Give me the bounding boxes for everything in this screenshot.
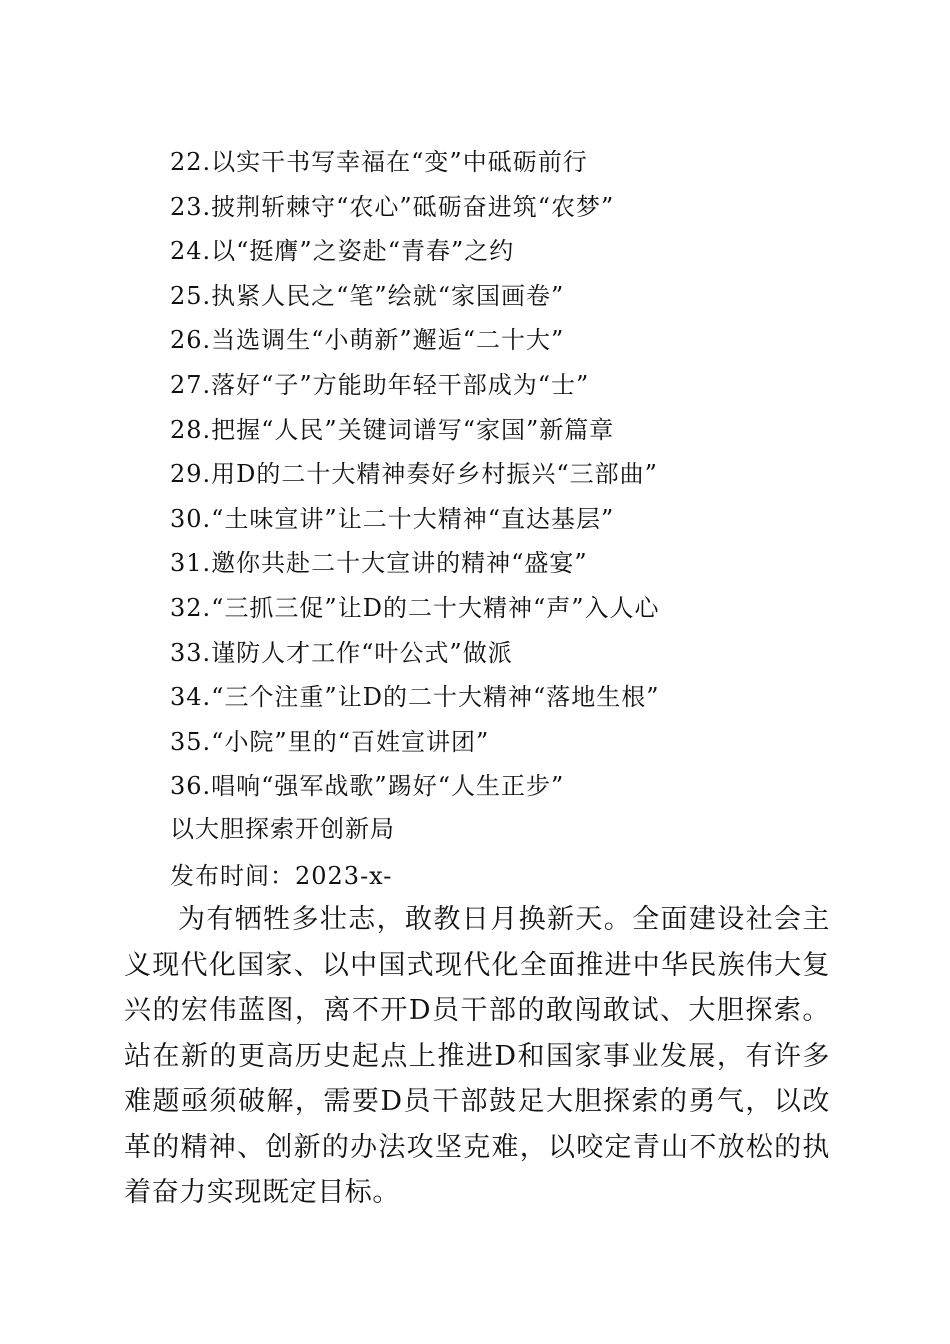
article-paragraph: 为有牺牲多壮志，敢教日月换新天。全面建设社会主义现代化国家、以中国式现代化全面推进中华民族伟大复兴的宏伟蓝图，离不开D员干部的敢闯敢试、大胆探索。站在新的更高历史起点上推进D和国家事业发展，有许多难题亟须破解，需要D员干部鼓足大胆探索的勇气，以改革的精神、创新的办法攻坚克难，以咬定青山不放松的执着奋力实现既定目标。 <box>124 904 830 1208</box>
list-item: 35.“小院”里的“百姓宣讲团” <box>170 727 490 756</box>
list-item: 27.落好“子”方能助年轻干部成为“士” <box>170 370 590 399</box>
list-item: 24.以“挺膺”之姿赴“青春”之约 <box>170 237 515 266</box>
list-item: 36.唱响“强军战歌”踢好“人生正步” <box>170 772 565 801</box>
list-item: 32.“三抓三促”让D的二十大精神“声”入人心 <box>170 593 660 622</box>
list-item: 25.执紧人民之“笔”绘就“家国画卷” <box>170 281 565 310</box>
publish-time: 发布时间：2023-x- <box>170 862 393 890</box>
title-list <box>170 140 870 809</box>
article-title: 以大胆探索开创新局 <box>170 815 395 843</box>
list-item: 22.以实干书写幸福在“变”中砥砺前行 <box>170 148 588 176</box>
list-item: 30.“土味宣讲”让二十大精神“直达基层” <box>170 504 615 533</box>
list-item: 26.当选调生“小萌新”邂逅“二十大” <box>170 326 565 355</box>
list-item: 23.披荆斩棘守“农心”砥砺奋进筑“农梦” <box>170 192 615 221</box>
list-item: 33.谨防人才工作“叶公式”做派 <box>170 638 513 667</box>
list-item: 31.邀你共赴二十大宣讲的精神“盛宴” <box>170 549 588 578</box>
list-item: 34.“三个注重”让D的二十大精神“落地生根” <box>170 683 660 712</box>
list-item: 29.用D的二十大精神奏好乡村振兴“三部曲” <box>170 460 658 489</box>
list-item: 28.把握“人民”关键词谱写“家国”新篇章 <box>170 415 615 444</box>
